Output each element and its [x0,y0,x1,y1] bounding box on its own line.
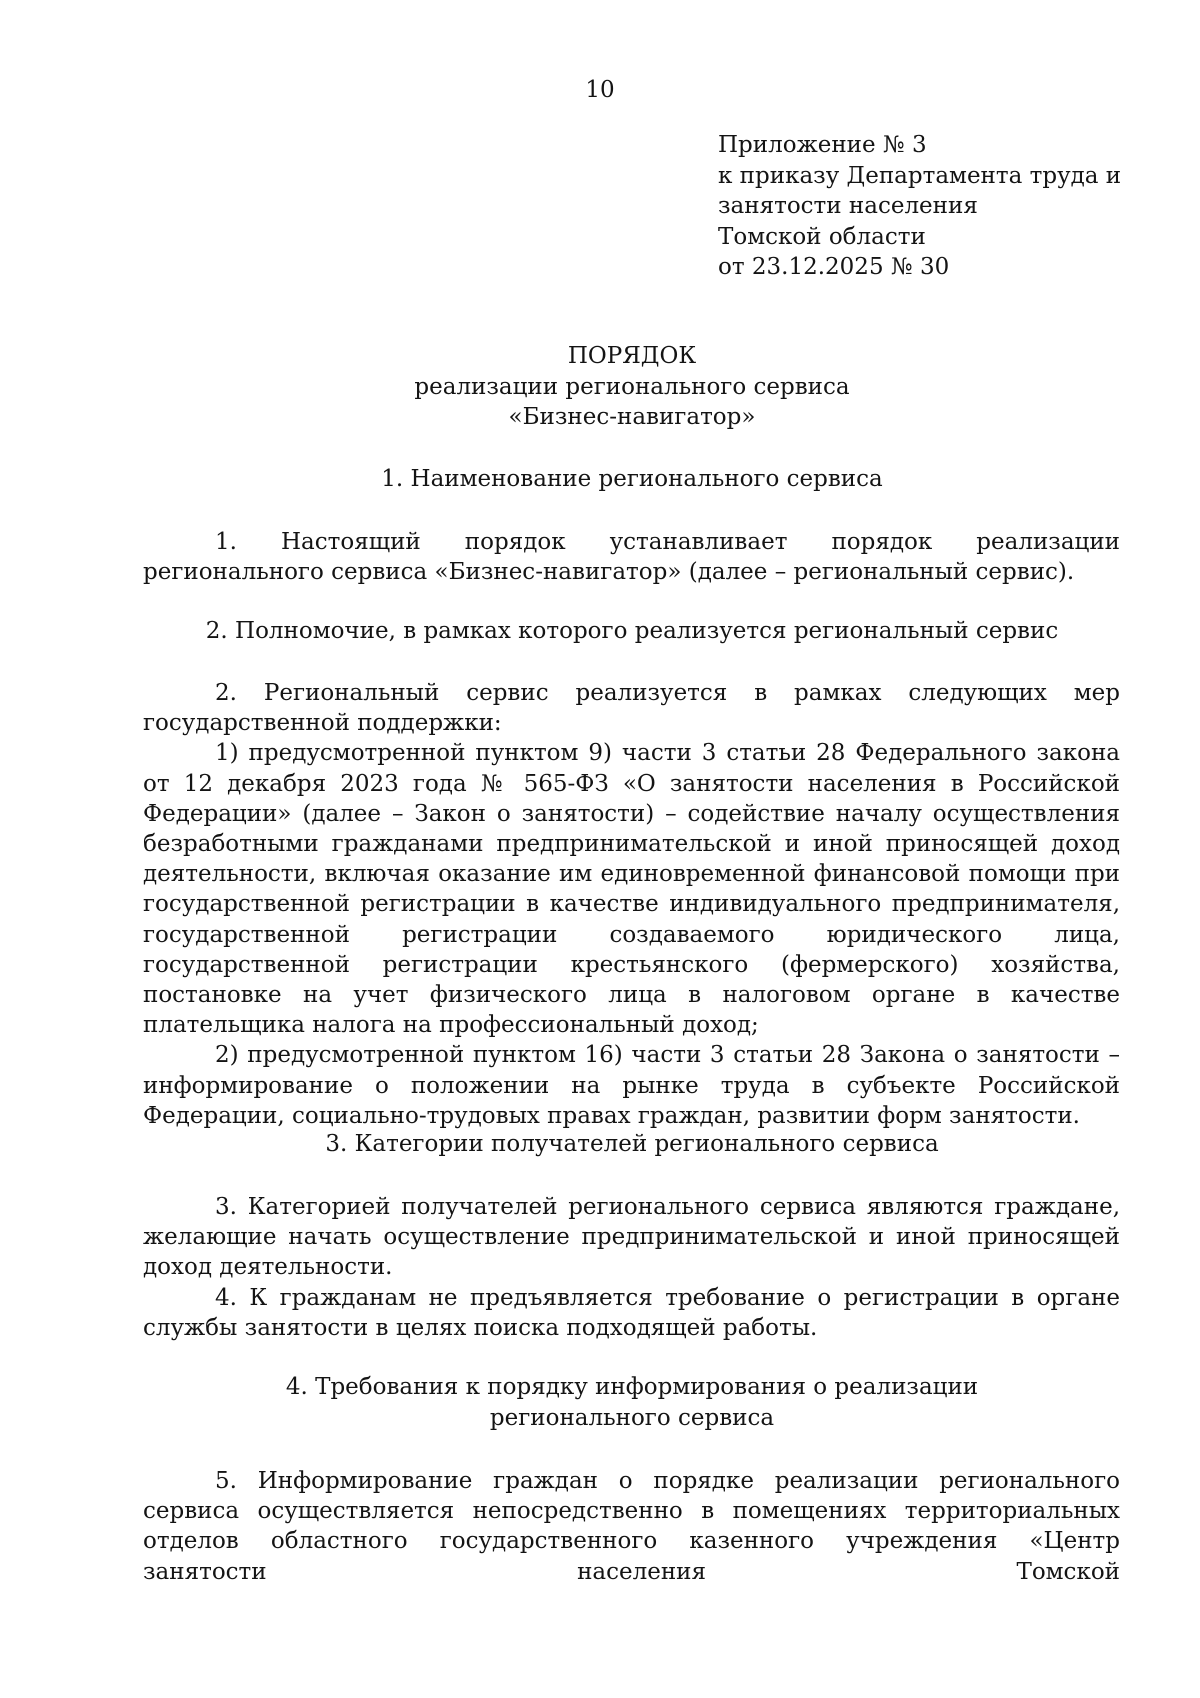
appendix-line: Приложение № 3 [718,132,927,158]
page-number: 10 [585,77,615,103]
appendix-line: от 23.12.2025 № 30 [718,254,950,280]
section-heading-4-line: регионального сервиса [489,1405,775,1431]
paragraph-4: 4. К гражданам не предъявляется требование о регистрации в органе службы занятости в целях поиска подходящей работы. [143,1284,1120,1341]
appendix-line: Томской области [718,223,926,250]
appendix-block [718,130,1121,283]
title-main: ПОРЯДОК [567,343,697,369]
document-title [0,341,1200,433]
title-service-name: «Бизнес-навигатор» [508,404,756,430]
section-1-body [143,527,1120,587]
paragraph-2: 2. Региональный сервис реализуется в рамках следующих мер государственной поддержки: [143,680,1120,737]
paragraph-5: 5. Информирование граждан о порядке реализации регионального сервиса осуществляется непосредственно в помещениях территориальных отделов областного государственного казенного учреждения «Центр занятости населения Томской [143,1468,1120,1585]
paragraph-1: 1. Настоящий порядок устанавливает порядок реализации регионального сервиса «Бизнес-навигатор» (далее – региональный сервис). [143,529,1120,586]
section-4-body [143,1466,1120,1587]
section-heading-4-line: 4. Требования к порядку информирования о реализации [285,1374,979,1400]
paragraph-2-item-1: 1) предусмотренной пунктом 9) части 3 статьи 28 Федерального закона от 12 декабря 2023 года № 565-ФЗ «О занятости населения в Российской Федерации» (далее – Закон о занятости) – содействие началу осуществления безработными гражданами предпринимательской и иной приносящей доход деятельности, включая оказание им единовременной финансовой помощи при государственной регистрации в качестве индивидуального предпринимателя, государственной регистрации создаваемого юридического лица, государственной регистрации крестьянского (фермерского) хозяйства, постановке на учет физического лица в налоговом органе в качестве плательщика налога на профессиональный доход; [143,740,1120,1039]
section-heading-3: 3. Категории получателей регионального сервиса [325,1131,939,1157]
section-3-body [143,1192,1120,1343]
paragraph-3: 3. Категорией получателей регионального сервиса являются граждане, желающие начать осуществление предпринимательской и иной приносящей доход деятельности. [143,1194,1120,1281]
section-heading-2: 2. Полномочие, в рамках которого реализуется региональный сервис [205,618,1059,644]
section-heading-1: 1. Наименование регионального сервиса [381,466,883,492]
appendix-line: к приказу Департамента труда и [718,162,1122,189]
section-2-body [143,678,1120,1131]
appendix-line: занятости населения [718,193,978,219]
paragraph-2-item-2: 2) предусмотренной пунктом 16) части 3 статьи 28 Закона о занятости – информирование о положении на рынке труда в субъекте Российской Федерации, социально-трудовых правах граждан, развитии форм занятости. [143,1042,1120,1129]
section-heading-4 [0,1372,1200,1434]
title-subtitle: реализации регионального сервиса [414,373,850,400]
